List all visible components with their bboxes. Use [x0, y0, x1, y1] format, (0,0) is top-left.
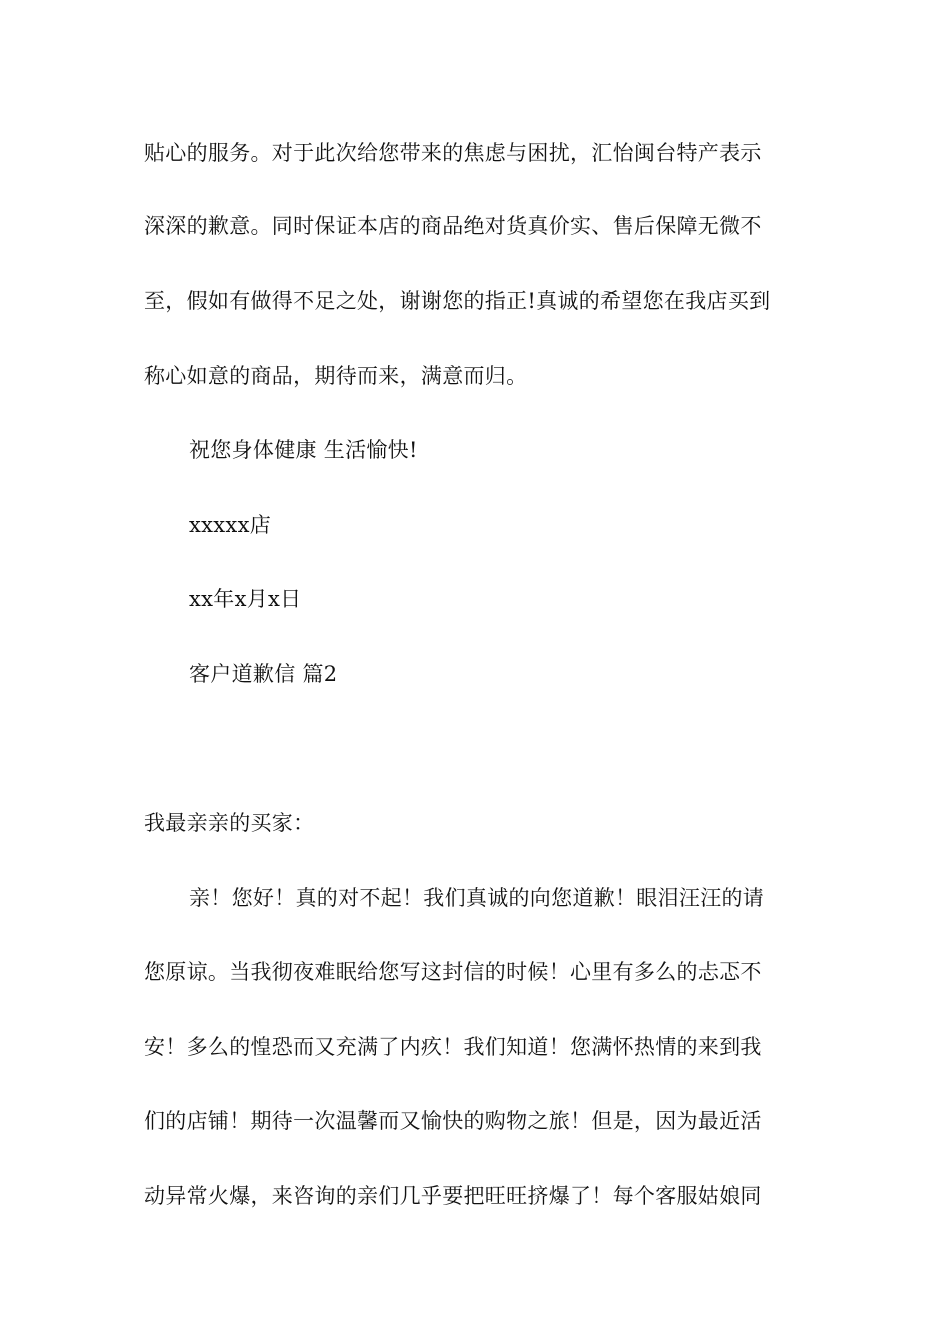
paragraph-line: 您原谅。当我彻夜难眠给您写这封信的时候！心里有多么的忐忑不	[144, 960, 762, 984]
paragraph-line: 安！多么的惶恐而又充满了内疚！我们知道！您满怀热情的来到我	[144, 1035, 762, 1059]
signature-store: xxxxx店	[189, 513, 272, 537]
paragraph-line: 贴心的服务。对于此次给您带来的焦虑与困扰，汇怡闽台特产表示	[144, 141, 762, 165]
paragraph-line: 动异常火爆，来咨询的亲们几乎要把旺旺挤爆了！每个客服姑娘同	[144, 1184, 762, 1208]
closing-wish: 祝您身体健康 生活愉快!	[189, 438, 418, 462]
paragraph-line: 至，假如有做得不足之处，谢谢您的指正!真诚的希望您在我店买到	[144, 289, 771, 313]
paragraph-line: 亲！您好！真的对不起！我们真诚的向您道歉！眼泪汪汪的请	[189, 886, 765, 910]
signature-date: xx年x月x日	[189, 587, 302, 611]
paragraph-line: 们的店铺！期待一次温馨而又愉快的购物之旅！但是，因为最近活	[144, 1109, 762, 1133]
section-heading: 客户道歉信 篇2	[189, 662, 338, 686]
paragraph-line: 称心如意的商品，期待而来，满意而归。	[144, 364, 528, 388]
paragraph-line: 深深的歉意。同时保证本店的商品绝对货真价实、售后保障无微不	[144, 214, 762, 238]
salutation: 我最亲亲的买家：	[144, 811, 315, 835]
